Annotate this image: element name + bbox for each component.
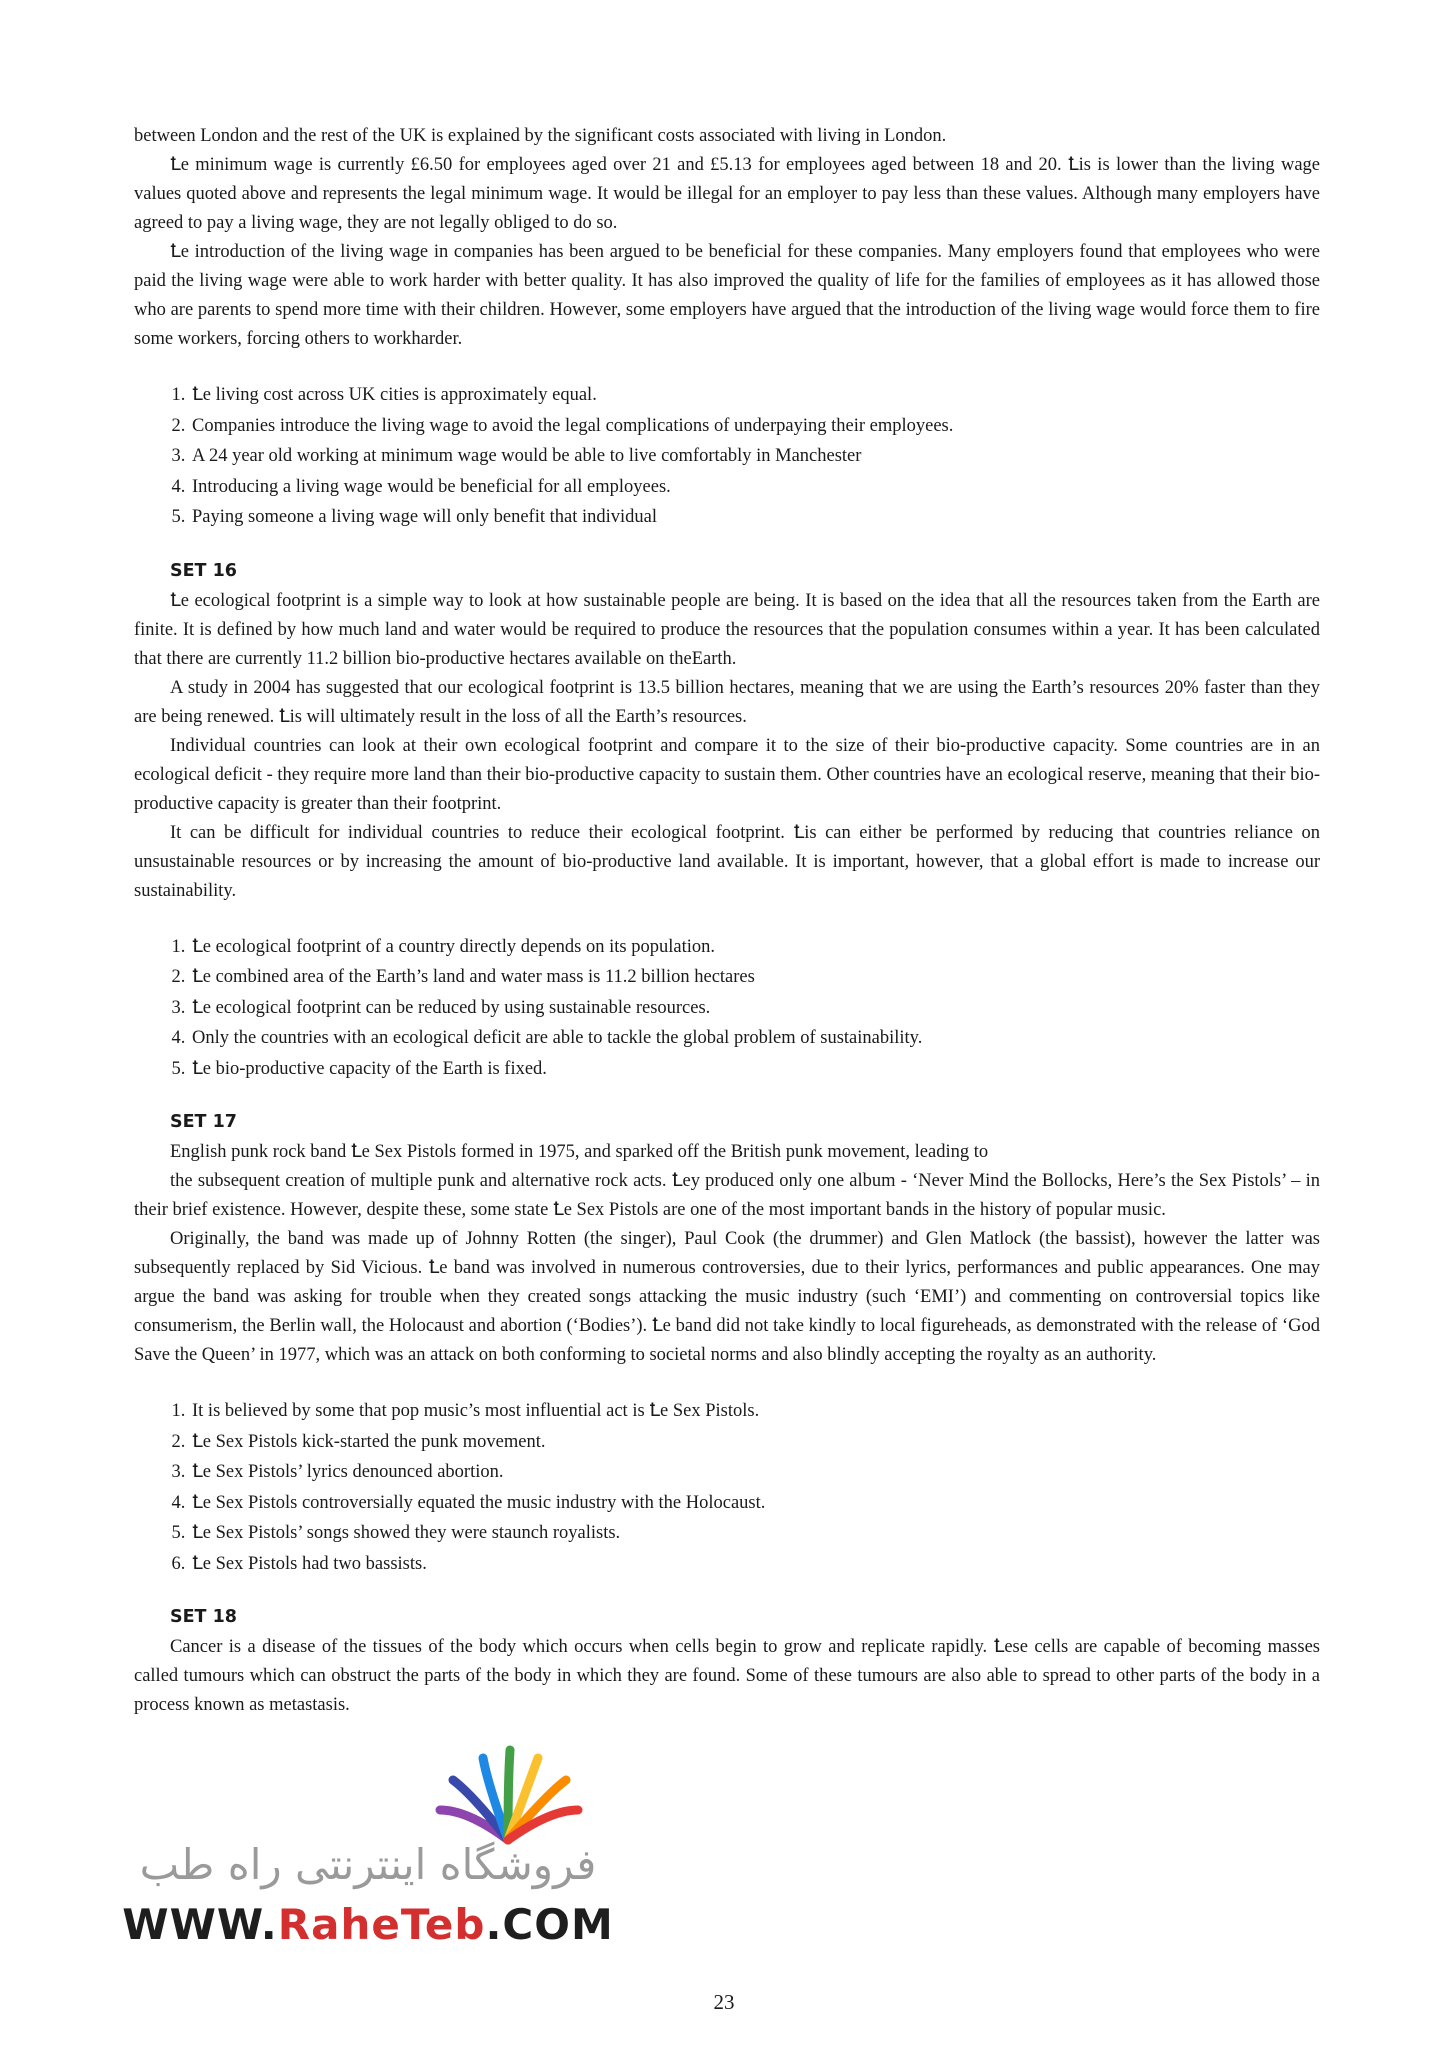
set-16-paragraph: Individual countries can look at their own ecological footprint and compare it to the size of their bio-productive capacity. Some countries are in an ecological deficit - they require more land than their bio-productive capacity to sustain them. Other countries have an ecological reserve, meaning that their bio-productive capacity is greater than their footprint. [134,735,1320,814]
statement-item: 3. Ꝉe ecological footprint can be reduced by using sustainable resources. [190,993,1320,1024]
document-page [134,122,1320,1720]
statement-item: 1. Ꝉe living cost across UK cities is approximately equal. [190,380,1320,411]
set-16-paragraph: A study in 2004 has suggested that our ecological footprint is 13.5 billion hectares, meaning that we are using the Earth’s resources 20% faster than they are being renewed. Ꝉis will ultimately result in the loss of all the Earth’s resources. [134,677,1320,727]
statement-item: 5. Ꝉe bio-productive capacity of the Earth is fixed. [190,1054,1320,1085]
statement-item: 2. Ꝉe Sex Pistols kick-started the punk movement. [190,1427,1320,1458]
set-16-statements-list [134,932,1320,1085]
watermark-logo [118,1740,618,1950]
page-number: 23 [713,1990,735,2014]
set-16-paragraph: Ꝉe ecological footprint is a simple way to look at how sustainable people are being. It is based on the idea that all the resources taken from the Earth are finite. It is defined by how much land and water would be required to produce the resources that the population consumes within a year. It has been calculated that there are currently 11.2 billion bio-productive hectares available on theEarth. [134,590,1320,669]
watermark-url-prefix: WWW. [122,1900,278,1949]
statement-item: 2. Ꝉe combined area of the Earth’s land and water mass is 11.2 billion hectares [190,962,1320,993]
statement-item: 3. Ꝉe Sex Pistols’ lyrics denounced abortion. [190,1457,1320,1488]
statement-item: 4. Ꝉe Sex Pistols controversially equated the music industry with the Holocaust. [190,1488,1320,1519]
watermark-url-brand: RaheTeb [277,1900,486,1949]
statement-item: 1. Ꝉe ecological footprint of a country directly depends on its population. [190,932,1320,963]
statement-item: 4. Only the countries with an ecological deficit are able to tackle the global problem of sustainability. [190,1023,1320,1054]
set-16-heading: SET 16 [170,560,237,581]
watermark-url [118,1900,618,1949]
statement-item: 3. A 24 year old working at minimum wage would be able to live comfortably in Manchester [190,441,1320,472]
set-16-paragraph: It can be difficult for individual countries to reduce their ecological footprint. Ꝉis can either be performed by reducing that countries reliance on unsustainable resources or by increasing the amount of bio-productive land available. It is important, however, that a global effort is made to increase our sustainability. [134,822,1320,901]
set-17-paragraph-line1: English punk rock band Ꝉe Sex Pistols formed in 1975, and sparked off the British punk movement, leading to [170,1142,989,1162]
statement-item: 2. Companies introduce the living wage to avoid the legal complications of underpaying their employees. [190,411,1320,442]
set-17-statements-list [134,1396,1320,1579]
set-17-paragraph: Originally, the band was made up of Johnny Rotten (the singer), Paul Cook (the drummer) and Glen Matlock (the bassist), however the latter was subsequently replaced by Sid Vicious. Ꝉe band was involved in numerous controversies, due to their lyrics, performances and public appearances. One may argue the band was asking for trouble when they created songs attacking the music industry (such ‘EMI’) and commenting on controversial topics like consumerism, the Berlin wall, the Holocaust and abortion (‘Bodies’). Ꝉe band did not take kindly to local figureheads, as demonstrated with the release of ‘God Save the Queen’ in 1977, which was an attack on both conforming to societal norms and also blindly accepting the royalty as an authority. [134,1229,1320,1365]
intro-statements-list [134,380,1320,533]
statement-item: 5. Ꝉe Sex Pistols’ songs showed they were staunch royalists. [190,1518,1320,1549]
statement-item: 6. Ꝉe Sex Pistols had two bassists. [190,1549,1320,1580]
intro-paragraph: between London and the rest of the UK is explained by the significant costs associated with living in London. [134,126,947,146]
book-fan-icon [428,1740,588,1850]
set-18-paragraph: Cancer is a disease of the tissues of the body which occurs when cells begin to grow and replicate rapidly. Ꝉese cells are capable of becoming masses called tumours which can obstruct the parts of the body in which they are found. Some of these tumours are also able to spread to other parts of the body in a process known as metastasis. [134,1637,1320,1715]
set-18-heading: SET 18 [170,1607,237,1627]
watermark-persian-text: فروشگاه اینترنتی راه طب [139,1840,597,1889]
statement-item: 5. Paying someone a living wage will only benefit that individual [190,502,1320,533]
statement-item: 1. It is believed by some that pop music’s most influential act is Ꝉe Sex Pistols. [190,1396,1320,1427]
watermark-url-suffix: .COM [485,1900,614,1949]
set-17-heading: SET 17 [170,1112,237,1132]
statement-item: 4. Introducing a living wage would be beneficial for all employees. [190,472,1320,503]
set-17-paragraph: the subsequent creation of multiple punk and alternative rock acts. Ꝉey produced only one album - ‘Never Mind the Bollocks, Here’s the Sex Pistols’ – in their brief existence. However, despite these, some state Ꝉe Sex Pistols are one of the most important bands in the history of popular music. [134,1171,1320,1220]
intro-paragraph: Ꝉe minimum wage is currently £6.50 for employees aged over 21 and £5.13 for employees aged between 18 and 20. Ꝉis is lower than the living wage values quoted above and represents the legal minimum wage. It would be illegal for an employer to pay less than these values. Although many employers have agreed to pay a living wage, they are not legally obliged to do so. [134,155,1320,233]
intro-paragraph: Ꝉe introduction of the living wage in companies has been argued to be beneficial for these companies. Many employers found that employees who were paid the living wage were able to work harder with better quality. It has also improved the quality of life for the families of employees as it has allowed those who are parents to spend more time with their children. However, some employers have argued that the introduction of the living wage would force them to fire some workers, forcing others to workharder. [134,242,1320,349]
